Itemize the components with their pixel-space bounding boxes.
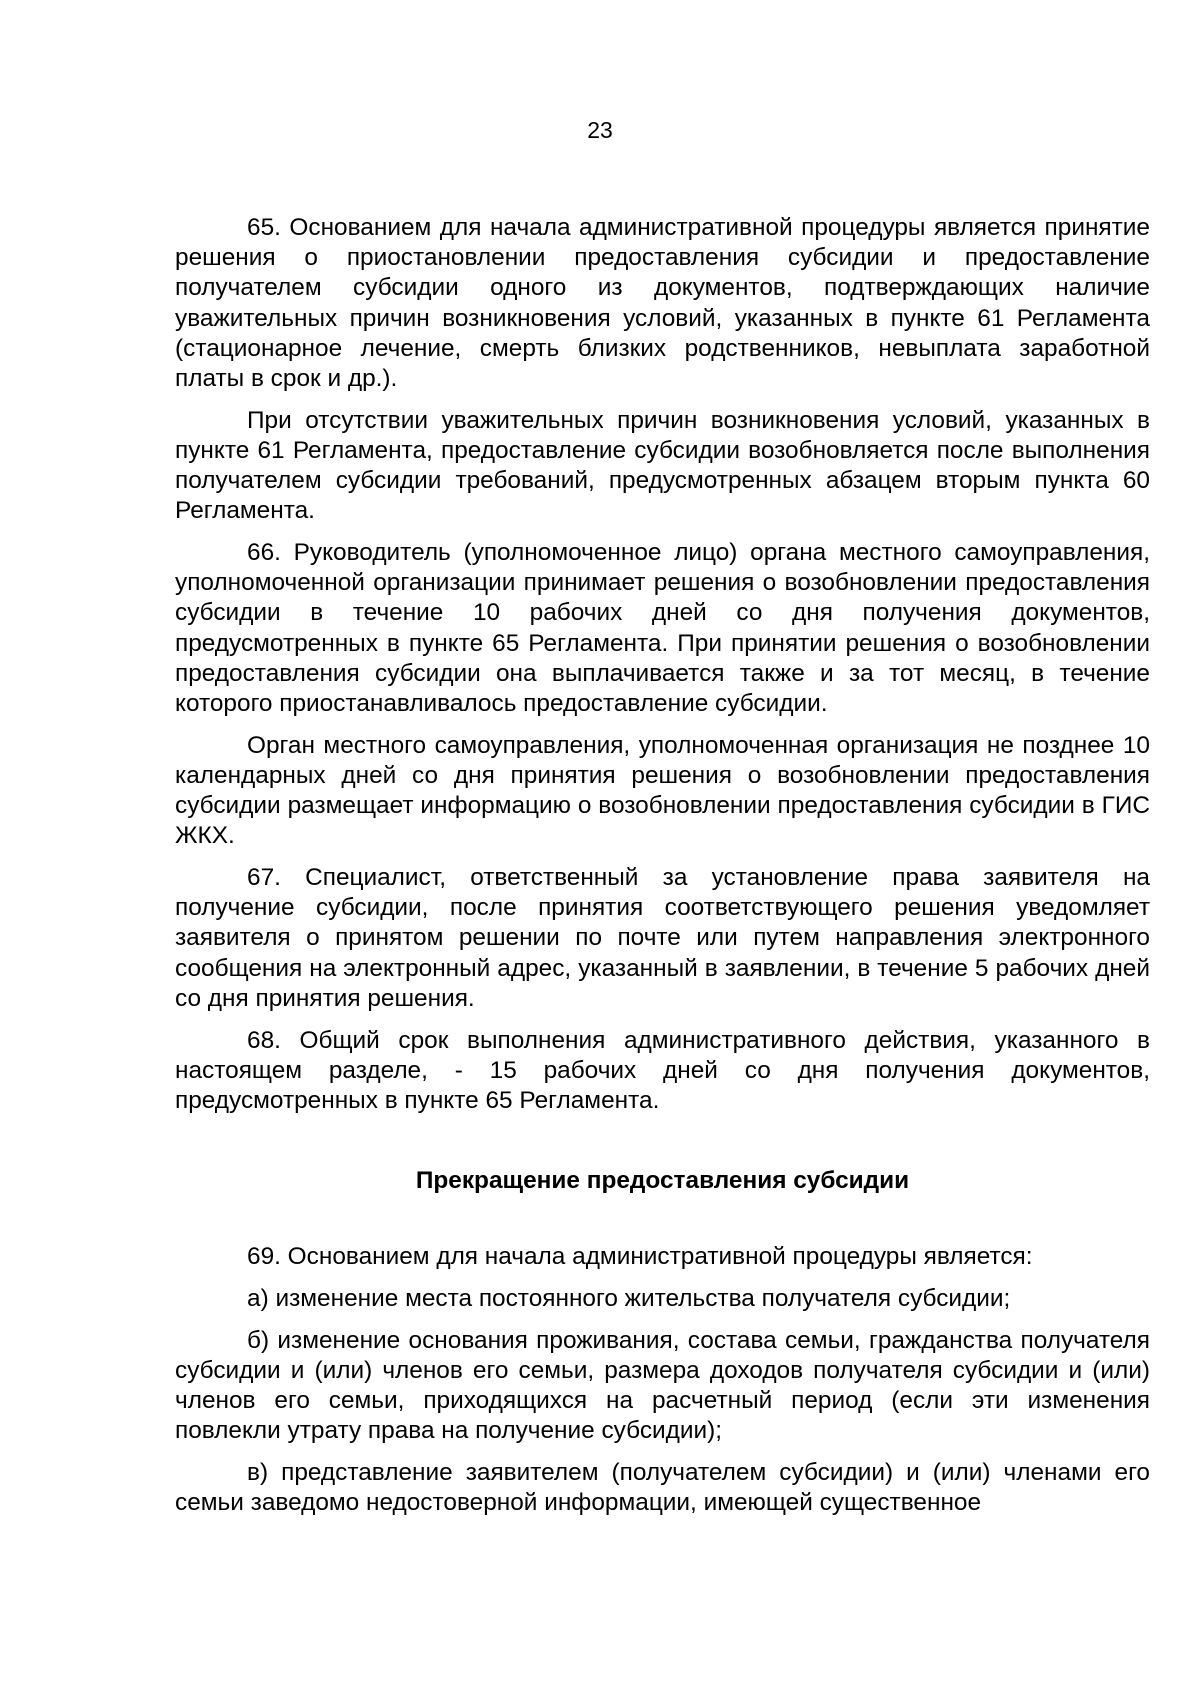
list-item-b: б) изменение основания проживания, состава семьи, гражданства получателя субсидии и (или) членов его семьи, размера доходов получателя субсидии и (или) членов его семьи, приходящихся на расчетный период (если эти изменения повлекли утрату права на получение субсидии);: [175, 1326, 1150, 1445]
list-item-a: а) изменение места постоянного жительства получателя субсидии;: [247, 1284, 1011, 1312]
list-item-v: в) представление заявителем (получателем субсидии) и (или) членами его семьи заведомо недостоверной информации, имеющей существенное: [175, 1458, 1150, 1517]
paragraph-65-absence-of-reasons: При отсутствии уважительных причин возникновения условий, указанных в пункте 61 Регламента, предоставление субсидии возобновляется после выполнения получателем субсидии требований, предусмотренных абзацем вторым пункта 60 Регламента.: [175, 406, 1150, 525]
paragraph-66-gis-placement: Орган местного самоуправления, уполномоченная организация не позднее 10 календарных дней со дня принятия решения о возобновлении предоставления субсидии размещает информацию о возобновлении предоставления субсидии в ГИС ЖКХ.: [175, 731, 1150, 850]
section-heading: Прекращение предоставления субсидии: [415, 1167, 910, 1195]
paragraph-65: 65. Основанием для начала административной процедуры является принятие решения о приостановлении предоставления субсидии и предоставление получателем субсидии одного из документов, подтверждающих наличие уважительных причин возникновения условий, указанных в пункте 61 Регламента (стационарное лечение, смерть близких родственников, невыплата заработной платы в срок и др.).: [175, 214, 1150, 393]
document-body: [175, 213, 1150, 1530]
page-number: 23: [587, 117, 613, 143]
paragraph-68: 68. Общий срок выполнения административного действия, указанного в настоящем разделе, - 15 рабочих дней со дня получения документов, предусмотренных в пункте 65 Регламента.: [175, 1026, 1150, 1114]
paragraph-66: 66. Руководитель (уполномоченное лицо) органа местного самоуправления, уполномоченной организации принимает решения о возобновлении предоставления субсидии в течение 10 рабочих дней со дня получения документов, предусмотренных в пункте 65 Регламента. При принятии решения о возобновлении предоставления субсидии она выплачивается также и за тот месяц, в течение которого приостанавливалось предоставление субсидии.: [175, 539, 1150, 718]
paragraph-69: 69. Основанием для начала административной процедуры является:: [247, 1243, 1033, 1271]
paragraph-67: 67. Специалист, ответственный за установление права заявителя на получение субсидии, после принятия соответствующего решения уведомляет заявителя о принятом решении по почте или путем направления электронного сообщения на электронный адрес, указанный в заявлении, в течение 5 рабочих дней со дня принятия решения.: [175, 864, 1150, 1012]
